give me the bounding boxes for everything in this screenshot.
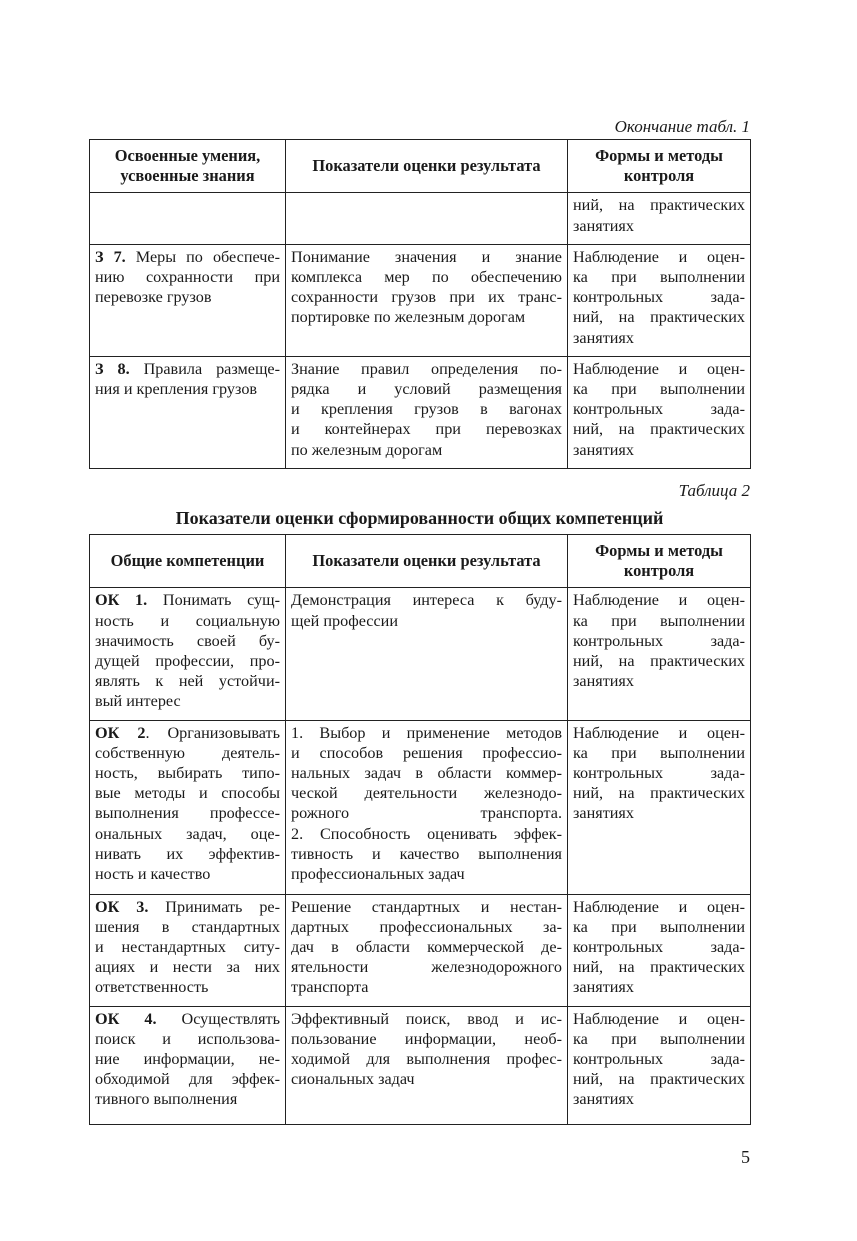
skill-cell: [90, 1006, 286, 1124]
text-line: тивного выполнения: [95, 1090, 238, 1109]
column-header-competencies: Общие компетенции: [90, 535, 286, 588]
competency-text: Правила размеще-: [129, 359, 280, 378]
skill-cell: [90, 588, 286, 720]
text-line: сохранности грузов при их транс-: [291, 288, 562, 307]
text-line: нивать их эффектив-: [95, 844, 280, 863]
text-line: Эффективный поиск, ввод и ис-: [291, 1009, 562, 1028]
competency-code: ОК 2: [95, 723, 146, 742]
competency-code: ОК 4.: [95, 1009, 157, 1028]
text-line: значимость своей бу-: [95, 631, 280, 650]
text-line: ациях и нести за них: [95, 958, 280, 977]
text-line: рядка и условий размещения: [291, 380, 562, 399]
text-line: ка при выполнении: [573, 268, 745, 287]
control-cell: [568, 356, 751, 468]
text-line: транспорта: [291, 978, 369, 997]
control-cell: [568, 720, 751, 894]
text-line: ний, на практических: [573, 420, 745, 439]
text-line: ответственность: [95, 978, 209, 997]
text-line: Решение стандартных и нестан-: [291, 897, 562, 916]
indicator-cell: [286, 244, 568, 356]
skill-cell: [90, 356, 286, 468]
competency-code: З 7.: [95, 247, 126, 266]
text-line: занятиях: [573, 328, 634, 347]
text-line: тивность и качество выполнения: [291, 844, 562, 863]
text-line: поиск и использова-: [95, 1029, 280, 1048]
text-line: ка при выполнении: [573, 917, 745, 936]
text-line: контрольных зада-: [573, 1050, 745, 1069]
control-cell: [568, 244, 751, 356]
text-line: ческой деятельности железнодо-: [291, 784, 562, 803]
control-cell: [568, 193, 751, 244]
table-row: [90, 1006, 751, 1124]
text-line: дущей профессии, про-: [95, 652, 280, 671]
text-line: ональных задач, оце-: [95, 824, 280, 843]
text-line: являть к ней устойчи-: [95, 672, 280, 691]
text-line: Понимание значения и знание: [291, 247, 562, 266]
text-line: сиональных задач: [291, 1070, 415, 1089]
text-line: Демонстрация интереса к буду-: [291, 591, 562, 610]
competency-text: Понимать сущ-: [147, 591, 280, 610]
text-line: ка при выполнении: [573, 743, 745, 762]
table-header-row: [90, 535, 751, 588]
text-line: нию сохранности при: [95, 268, 280, 287]
text-line: ность и качество: [95, 865, 211, 884]
text-line: пользование информации, необ-: [291, 1029, 562, 1048]
skill-cell: [90, 193, 286, 244]
text-line: щей профессии: [291, 611, 398, 630]
text-line: и крепления грузов в вагонах: [291, 400, 562, 419]
control-cell: [568, 894, 751, 1006]
text-line: вый интерес: [95, 692, 181, 711]
text-line: и способов решения профессио-: [291, 743, 562, 762]
text-line: ка при выполнении: [573, 380, 745, 399]
competency-code: ОК 3.: [95, 897, 149, 916]
text-line: ка при выполнении: [573, 611, 745, 630]
competency-text: Принимать ре-: [148, 897, 280, 916]
text-line: [95, 1009, 280, 1029]
text-line: ятельности железнодорожного: [291, 958, 562, 977]
text-line: нальных задач в области коммер-: [291, 764, 562, 783]
column-header-skills: Освоенные умения, усвоенные знания: [90, 140, 286, 193]
text-line: 1. Выбор и применение методов: [291, 723, 562, 742]
indicator-cell: [286, 1006, 568, 1124]
text-line: ние информации, не-: [95, 1050, 280, 1069]
text-line: ний, на практических: [573, 958, 745, 977]
text-line: занятиях: [573, 1090, 634, 1109]
text-line: занятиях: [573, 978, 634, 997]
text-line: ний, на практических: [573, 308, 745, 327]
text-line: ка при выполнении: [573, 1029, 745, 1048]
text-line: перевозке грузов: [95, 288, 212, 307]
text-line: и нестандартных ситу-: [95, 938, 280, 957]
text-line: контрольных зада-: [573, 400, 745, 419]
text-line: контрольных зада-: [573, 764, 745, 783]
table-continuation-caption: Окончание табл. 1: [614, 117, 750, 136]
column-header-control: Формы и методы контроля: [568, 140, 751, 193]
indicator-cell: [286, 193, 568, 244]
text-line: Наблюдение и оцен-: [573, 723, 745, 742]
text-line: [95, 590, 280, 610]
text-line: [95, 359, 280, 379]
page-number: 5: [741, 1147, 750, 1167]
control-cell: [568, 588, 751, 720]
text-line: контрольных зада-: [573, 938, 745, 957]
table-row: [90, 244, 751, 356]
text-line: контрольных зада-: [573, 288, 745, 307]
text-line: занятиях: [573, 440, 634, 459]
column-header-control: Формы и методы контроля: [568, 535, 751, 588]
text-line: ний, на практических: [573, 196, 745, 215]
text-line: ний, на практических: [573, 652, 745, 671]
table-row: [90, 356, 751, 468]
text-line: контрольных зада-: [573, 631, 745, 650]
text-line: по железным дорогам: [291, 440, 443, 459]
text-line: ходимой для выполнения профес-: [291, 1050, 562, 1069]
text-line: занятиях: [573, 804, 634, 823]
competency-text: Осуществлять: [156, 1009, 280, 1028]
text-line: Наблюдение и оцен-: [573, 247, 745, 266]
competency-code: З 8.: [95, 359, 130, 378]
table-row: [90, 894, 751, 1006]
table-row: [90, 588, 751, 720]
column-header-indicators: Показатели оценки результата: [286, 140, 568, 193]
text-line: Наблюдение и оцен-: [573, 591, 745, 610]
text-line: занятиях: [573, 216, 634, 235]
text-line: комплекса мер по обеспечению: [291, 268, 562, 287]
skill-cell: [90, 720, 286, 894]
table-2-caption: Таблица 2: [678, 481, 750, 500]
table-header-row: [90, 140, 751, 193]
text-line: шения в стандартных: [95, 917, 280, 936]
column-header-indicators: Показатели оценки результата: [286, 535, 568, 588]
text-line: портировке по железным дорогам: [291, 308, 526, 327]
table-row: [90, 193, 751, 244]
text-line: ность, выбирать типо-: [95, 764, 280, 783]
table-2-title: Показатели оценки сформированности общих компетенций: [175, 508, 664, 528]
text-line: [95, 897, 280, 917]
text-line: занятиях: [573, 672, 634, 691]
indicator-cell: [286, 720, 568, 894]
text-line: выполнения профессе-: [95, 804, 280, 823]
text-line: Наблюдение и оцен-: [573, 359, 745, 378]
competency-text: Меры по обеспече-: [125, 247, 280, 266]
text-line: ний, на практических: [573, 1070, 745, 1089]
text-line: ность и социальную: [95, 611, 280, 630]
text-line: [95, 723, 280, 743]
text-line: Знание правил определения по-: [291, 359, 562, 378]
skill-cell: [90, 894, 286, 1006]
text-line: профессиональных задач: [291, 865, 465, 884]
text-line: собственную деятель-: [95, 743, 280, 762]
text-line: 2. Способность оценивать эффек-: [291, 824, 562, 843]
text-line: ний, на практических: [573, 784, 745, 803]
text-line: Наблюдение и оцен-: [573, 897, 745, 916]
control-cell: [568, 1006, 751, 1124]
text-line: и контейнерах при перевозках: [291, 420, 562, 439]
text-line: ния и крепления грузов: [95, 380, 258, 399]
competency-code: ОК 1.: [95, 591, 148, 610]
text-line: рожного транспорта.: [291, 804, 562, 823]
text-line: дартных профессиональных за-: [291, 917, 562, 936]
text-line: обходимой для эффек-: [95, 1070, 280, 1089]
skill-cell: [90, 244, 286, 356]
table-2: [89, 534, 751, 1125]
indicator-cell: [286, 588, 568, 720]
text-line: вые методы и способы: [95, 784, 280, 803]
table-row: [90, 720, 751, 894]
indicator-cell: [286, 894, 568, 1006]
indicator-cell: [286, 356, 568, 468]
text-line: [95, 247, 280, 267]
table-1: [89, 139, 751, 469]
text-line: дач в области коммерческой де-: [291, 938, 562, 957]
text-line: Наблюдение и оцен-: [573, 1009, 745, 1028]
competency-text: . Организовывать: [145, 723, 280, 742]
